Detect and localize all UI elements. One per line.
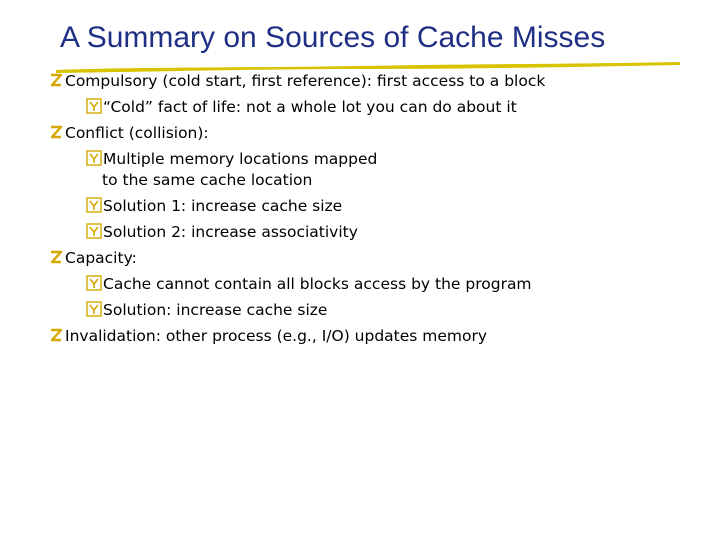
list-item-text: Invalidation: other process (e.g., I/O) updates memory [65, 327, 488, 345]
y-bullet-icon [86, 275, 102, 291]
list-item-text: Solution 1: increase cache size [103, 197, 343, 215]
list-item-text: Conflict (collision): [65, 124, 209, 142]
list-item [86, 273, 532, 295]
y-bullet-icon [86, 98, 102, 114]
slide-title: A Summary on Sources of Cache Misses [60, 21, 606, 54]
list-item-text: Compulsory (cold start, first reference): first access to a block [65, 72, 546, 90]
list-item-text: “Cold” fact of life: not a whole lot you can do about it [103, 98, 517, 116]
z-bullet-icon [48, 124, 64, 140]
y-bullet-icon [86, 197, 102, 213]
z-bullet-icon [48, 249, 64, 265]
list-item [48, 122, 209, 144]
list-item [48, 247, 137, 269]
list-item-text: Solution 2: increase associativity [103, 223, 358, 241]
list-item [86, 299, 327, 321]
list-item-text: Cache cannot contain all blocks access by the program [103, 275, 532, 293]
list-item [48, 325, 487, 347]
list-item-text: Capacity: [65, 249, 137, 267]
list-item [86, 195, 342, 217]
list-item [86, 96, 517, 118]
list-item-text: Solution: increase cache size [103, 301, 328, 319]
y-bullet-icon [86, 150, 102, 166]
z-bullet-icon [48, 327, 64, 343]
list-item-text: to the same cache location [102, 171, 313, 189]
list-item [86, 221, 358, 243]
list-item [86, 148, 377, 170]
y-bullet-icon [86, 301, 102, 317]
list-item-text: Multiple memory locations mapped [103, 150, 378, 168]
list-item [48, 70, 545, 92]
z-bullet-icon [48, 72, 64, 88]
list-item-continuation [102, 169, 312, 191]
y-bullet-icon [86, 223, 102, 239]
